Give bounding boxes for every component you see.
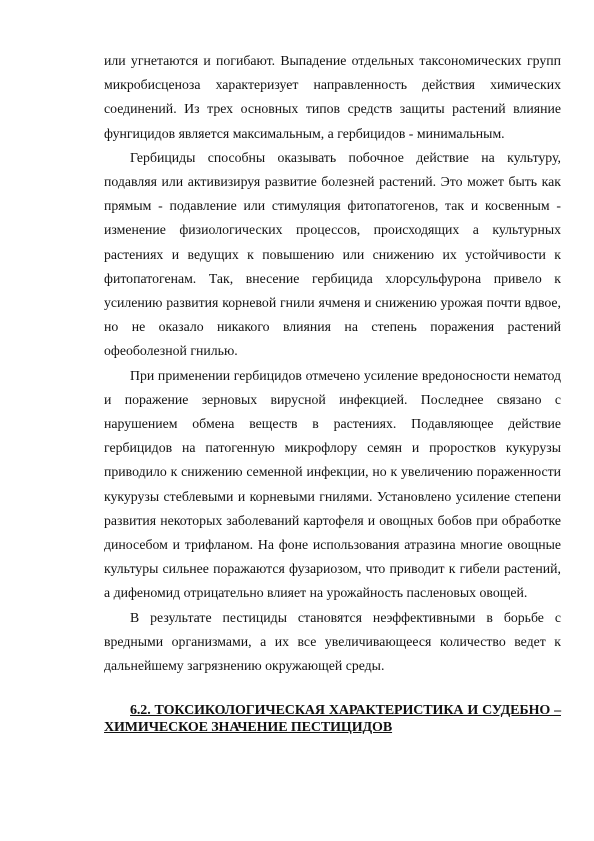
document-page: [104, 49, 561, 736]
section-heading: 6.2. ТОКСИКОЛОГИЧЕСКАЯ ХАРАКТЕРИСТИКА И СУДЕБНО – ХИМИЧЕСКОЕ ЗНАЧЕНИЕ ПЕСТИЦИДОВ: [104, 703, 561, 736]
paragraph-pesticide-inefficiency: В результате пестициды становятся неэффективными в борьбе с вредными организмами, а их все увеличивающееся количество ведет к дальнейшему загрязнению окружающей среды.: [104, 609, 561, 674]
paragraph-herbicide-nematodes: При применении гербицидов отмечено усиление вредоносности нематод и поражение зерновых вирусной инфекцией. Последнее связано с нарушением обмена веществ в растениях. Подавляющее действие гербицидов на патогенную микрофлору семян и проростков кукурузы приводило к снижению семенной инфекции, но к увеличению пораженности кукурузы стеблевыми и корневыми гнилями. Установлено усиление степени развития некоторых заболеваний картофеля и овощных бобов при обработке диносебом и трифланом. На фоне использования атразина многие овощные культуры сильнее поражаются фузариозом, что приводит к гибели растений, а дифеномид отрицательно влияет на урожайность пасленовых овощей.: [104, 367, 561, 601]
paragraph-continuation: или угнетаются и погибают. Выпадение отдельных таксономических групп микробисценоза характеризует направленность действия химических соединений. Из трех основных типов средств защиты растений влияние фунгицидов является максимальным, а гербицидов - минимальным.: [104, 53, 561, 141]
paragraph-herbicide-side-effects: Гербициды способны оказывать побочное действие на культуру, подавляя или активизируя развитие болезней растений. Это может быть как прямым - подавление или стимуляция фитопатогенов, так и косвенным - изменение физиологических процессов, происходящих а культурных растениях и ведущих к повышению или снижению их устойчивости к фитопатогенам. Так, внесение гербицида хлорсульфурона привело к усилению развития корневой гнили ячменя и снижению урожая почти вдвое, но не оказало никакого влияния на степень поражения растений офеоболезной гнилью.: [104, 149, 561, 359]
